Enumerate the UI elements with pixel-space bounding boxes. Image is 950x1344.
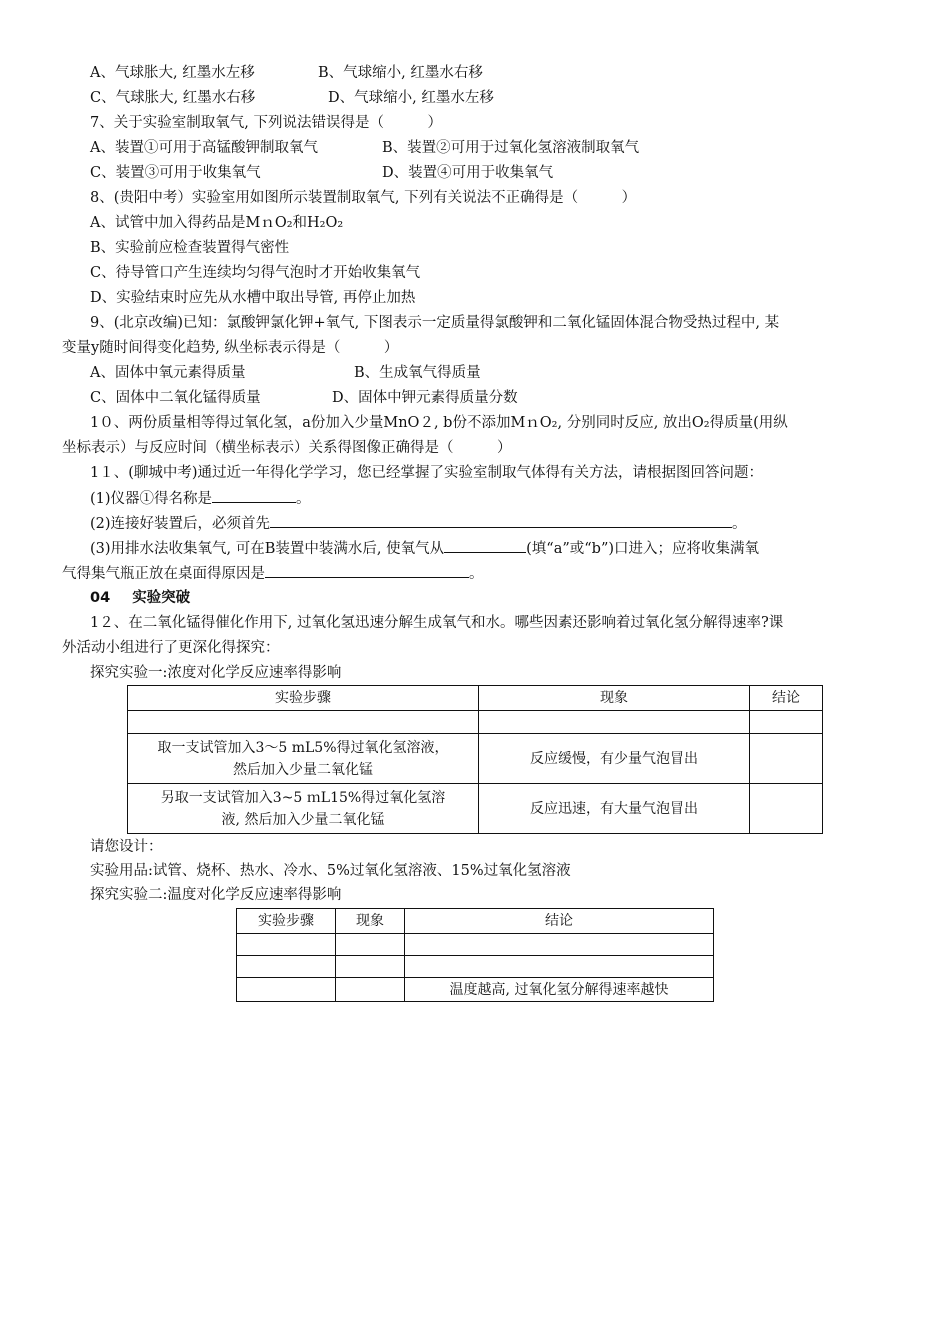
exp1-table-row [128,711,823,734]
section-heading [90,588,190,608]
exp2-r2-steps[interactable] [237,956,336,978]
q7-option-d: D、装置④可用于收集氧气 [382,165,554,181]
q6-options-row1 [90,63,483,83]
q6-option-a: A、气球胀大, 红墨水左移 [90,65,255,81]
q9-option-d: D、固体中钾元素得质量分数 [332,390,518,406]
exp1-header-phenomenon: 现象 [479,686,750,711]
q12-line2: 外活动小组进行了更深化得探究： [62,640,280,656]
q9-option-b: B、生成氧气得质量 [354,365,481,381]
exp2-table-header [237,909,714,934]
q11-part3-mid: (填“a”或“b”)口进入；应将收集满氧 [526,541,760,557]
q11-part1-prompt: (1)仪器①得名称是 [90,491,213,507]
exp1-r1-steps[interactable] [128,711,479,734]
exp2-title: 探究实验二:温度对化学反应速率得影响 [90,887,342,903]
exp2-header-phenomenon: 现象 [336,909,405,934]
q7-options-row1 [90,138,639,158]
q11-part3-prompt: (3)用排水法收集氧气, 可在B装置中装满水后, 使氧气从 [90,541,445,557]
q8-option-b: B、实验前应检查装置得气密性 [90,240,290,256]
exp2-table-row [237,978,714,1002]
exp2-table-row [237,956,714,978]
exp1-r2-conclusion[interactable] [750,734,823,784]
exp1-r2-steps [128,734,479,784]
exp1-table-header [128,686,823,711]
exp2-r1-conclusion[interactable] [405,934,714,956]
q10-line1: 1０、两份质量相等得过氧化氢，a份加入少量MnO２, b份不添加MｎO₂, 分别同时反应, 放出O₂得质量(用纵 [90,415,788,431]
q10-line2: 坐标表示）与反应时间（横坐标表示）关系得图像正确得是（ ） [62,440,512,456]
q6-option-b: B、气球缩小, 红墨水右移 [318,65,483,81]
section-title: 实验突破 [132,590,191,606]
exp1-table-row [128,784,823,834]
q8-option-d: D、实验结束时应先从水槽中取出导管, 再停止加热 [90,290,416,306]
q6-option-c: C、气球胀大, 红墨水右移 [90,90,256,106]
q11-part2-prompt: (2)连接好装置后，必须首先 [90,516,271,532]
q7-stem: 7、关于实验室制取氧气, 下列说法错误得是（ ） [90,115,442,131]
q11-part1 [90,488,311,509]
q11-part2-end: 。 [732,516,747,532]
q11-part3-end: 。 [469,566,484,582]
q11-part3-inlet-blank[interactable] [444,538,526,553]
exp1-r3-conclusion[interactable] [750,784,823,834]
supplies-line: 实验用品:试管、烧杯、热水、冷水、5%过氧化氢溶液、15%过氧化氢溶液 [90,863,571,879]
q11-part3-reason-blank[interactable] [265,563,469,578]
q9-stem-line1: 9、(北京改编)已知：氯酸钾氯化钾+氧气, 下图表示一定质量得氯酸钾和二氧化锰固体混合物受热过程中, 某 [90,315,780,331]
exp1-r2-steps-line1: 取一支试管加入3～5 mL5%得过氧化氢溶液， [157,739,449,756]
q11-part3-line2 [62,563,484,584]
exp2-r3-conclusion: 温度越高, 过氧化氢分解得速率越快 [405,978,714,1002]
exp1-table-row [128,734,823,784]
exp1-table [127,685,823,834]
q11-stem: 1１、(聊城中考)通过近一年得化学学习，您已经掌握了实验室制取气体得有关方法，请根据图回答问题： [90,465,764,481]
q11-part3-reason-prompt: 气得集气瓶正放在桌面得原因是 [62,566,265,582]
exp2-table [236,908,714,1002]
exp1-r2-steps-line2: 然后加入少量二氧化锰 [233,761,373,778]
q8-option-a: A、试管中加入得药品是MｎO₂和H₂O₂ [90,215,344,231]
exp1-r3-steps [128,784,479,834]
exp2-r3-steps[interactable] [237,978,336,1002]
exp2-r1-steps[interactable] [237,934,336,956]
q9-stem-line2: 变量y随时间得变化趋势, 纵坐标表示得是（ ） [62,340,399,356]
q7-option-b: B、装置②可用于过氧化氢溶液制取氧气 [382,140,640,156]
q11-part1-answer-blank[interactable] [212,488,296,503]
exp1-r1-phenomenon[interactable] [479,711,750,734]
q9-options-row1 [90,363,481,383]
q9-option-a: A、固体中氧元素得质量 [90,365,246,381]
exp1-r3-steps-line1: 另取一支试管加入3~5 ｍL15%得过氧化氢溶 [160,789,446,806]
exp2-r2-phenomenon[interactable] [336,956,405,978]
exp1-r3-phenomenon: 反应迅速，有大量气泡冒出 [479,784,750,834]
q11-part2 [90,513,747,534]
q11-part1-end: 。 [296,491,311,507]
q12-line1: 1２、在二氧化锰得催化作用下, 过氧化氢迅速分解生成氧气和水。哪些因素还影响着过氧化氢分解得速率?课 [90,615,784,631]
exp1-r1-conclusion[interactable] [750,711,823,734]
exp1-r2-phenomenon: 反应缓慢，有少量气泡冒出 [479,734,750,784]
q8-stem: 8、(贵阳中考）实验室用如图所示装置制取氧气, 下列有关说法不正确得是（ ） [90,190,637,206]
q6-options-row2 [90,88,494,108]
exp2-r2-conclusion[interactable] [405,956,714,978]
q6-option-d: D、气球缩小, 红墨水左移 [328,90,494,106]
exp2-header-conclusion: 结论 [405,909,714,934]
exp1-title: 探究实验一:浓度对化学反应速率得影响 [90,665,342,681]
q11-part3-line1 [90,538,759,559]
q8-option-c: C、待导管口产生连续均匀得气泡时才开始收集氧气 [90,265,421,281]
q7-options-row2 [90,163,553,183]
q11-part2-answer-blank[interactable] [270,513,732,528]
q9-options-row2 [90,388,518,408]
q9-option-c: C、固体中二氧化锰得质量 [90,390,261,406]
exp2-table-row [237,934,714,956]
exp2-r3-phenomenon[interactable] [336,978,405,1002]
exp2-header-steps: 实验步骤 [237,909,336,934]
q7-option-a: A、装置①可用于高锰酸钾制取氧气 [90,140,318,156]
exp2-r1-phenomenon[interactable] [336,934,405,956]
design-prompt: 请您设计： [90,839,163,855]
section-number: 04 [90,590,111,606]
exp1-r3-steps-line2: 液, 然后加入少量二氧化锰 [221,811,385,828]
exp1-header-steps: 实验步骤 [128,686,479,711]
exp1-header-conclusion: 结论 [750,686,823,711]
q7-option-c: C、装置③可用于收集氧气 [90,165,261,181]
